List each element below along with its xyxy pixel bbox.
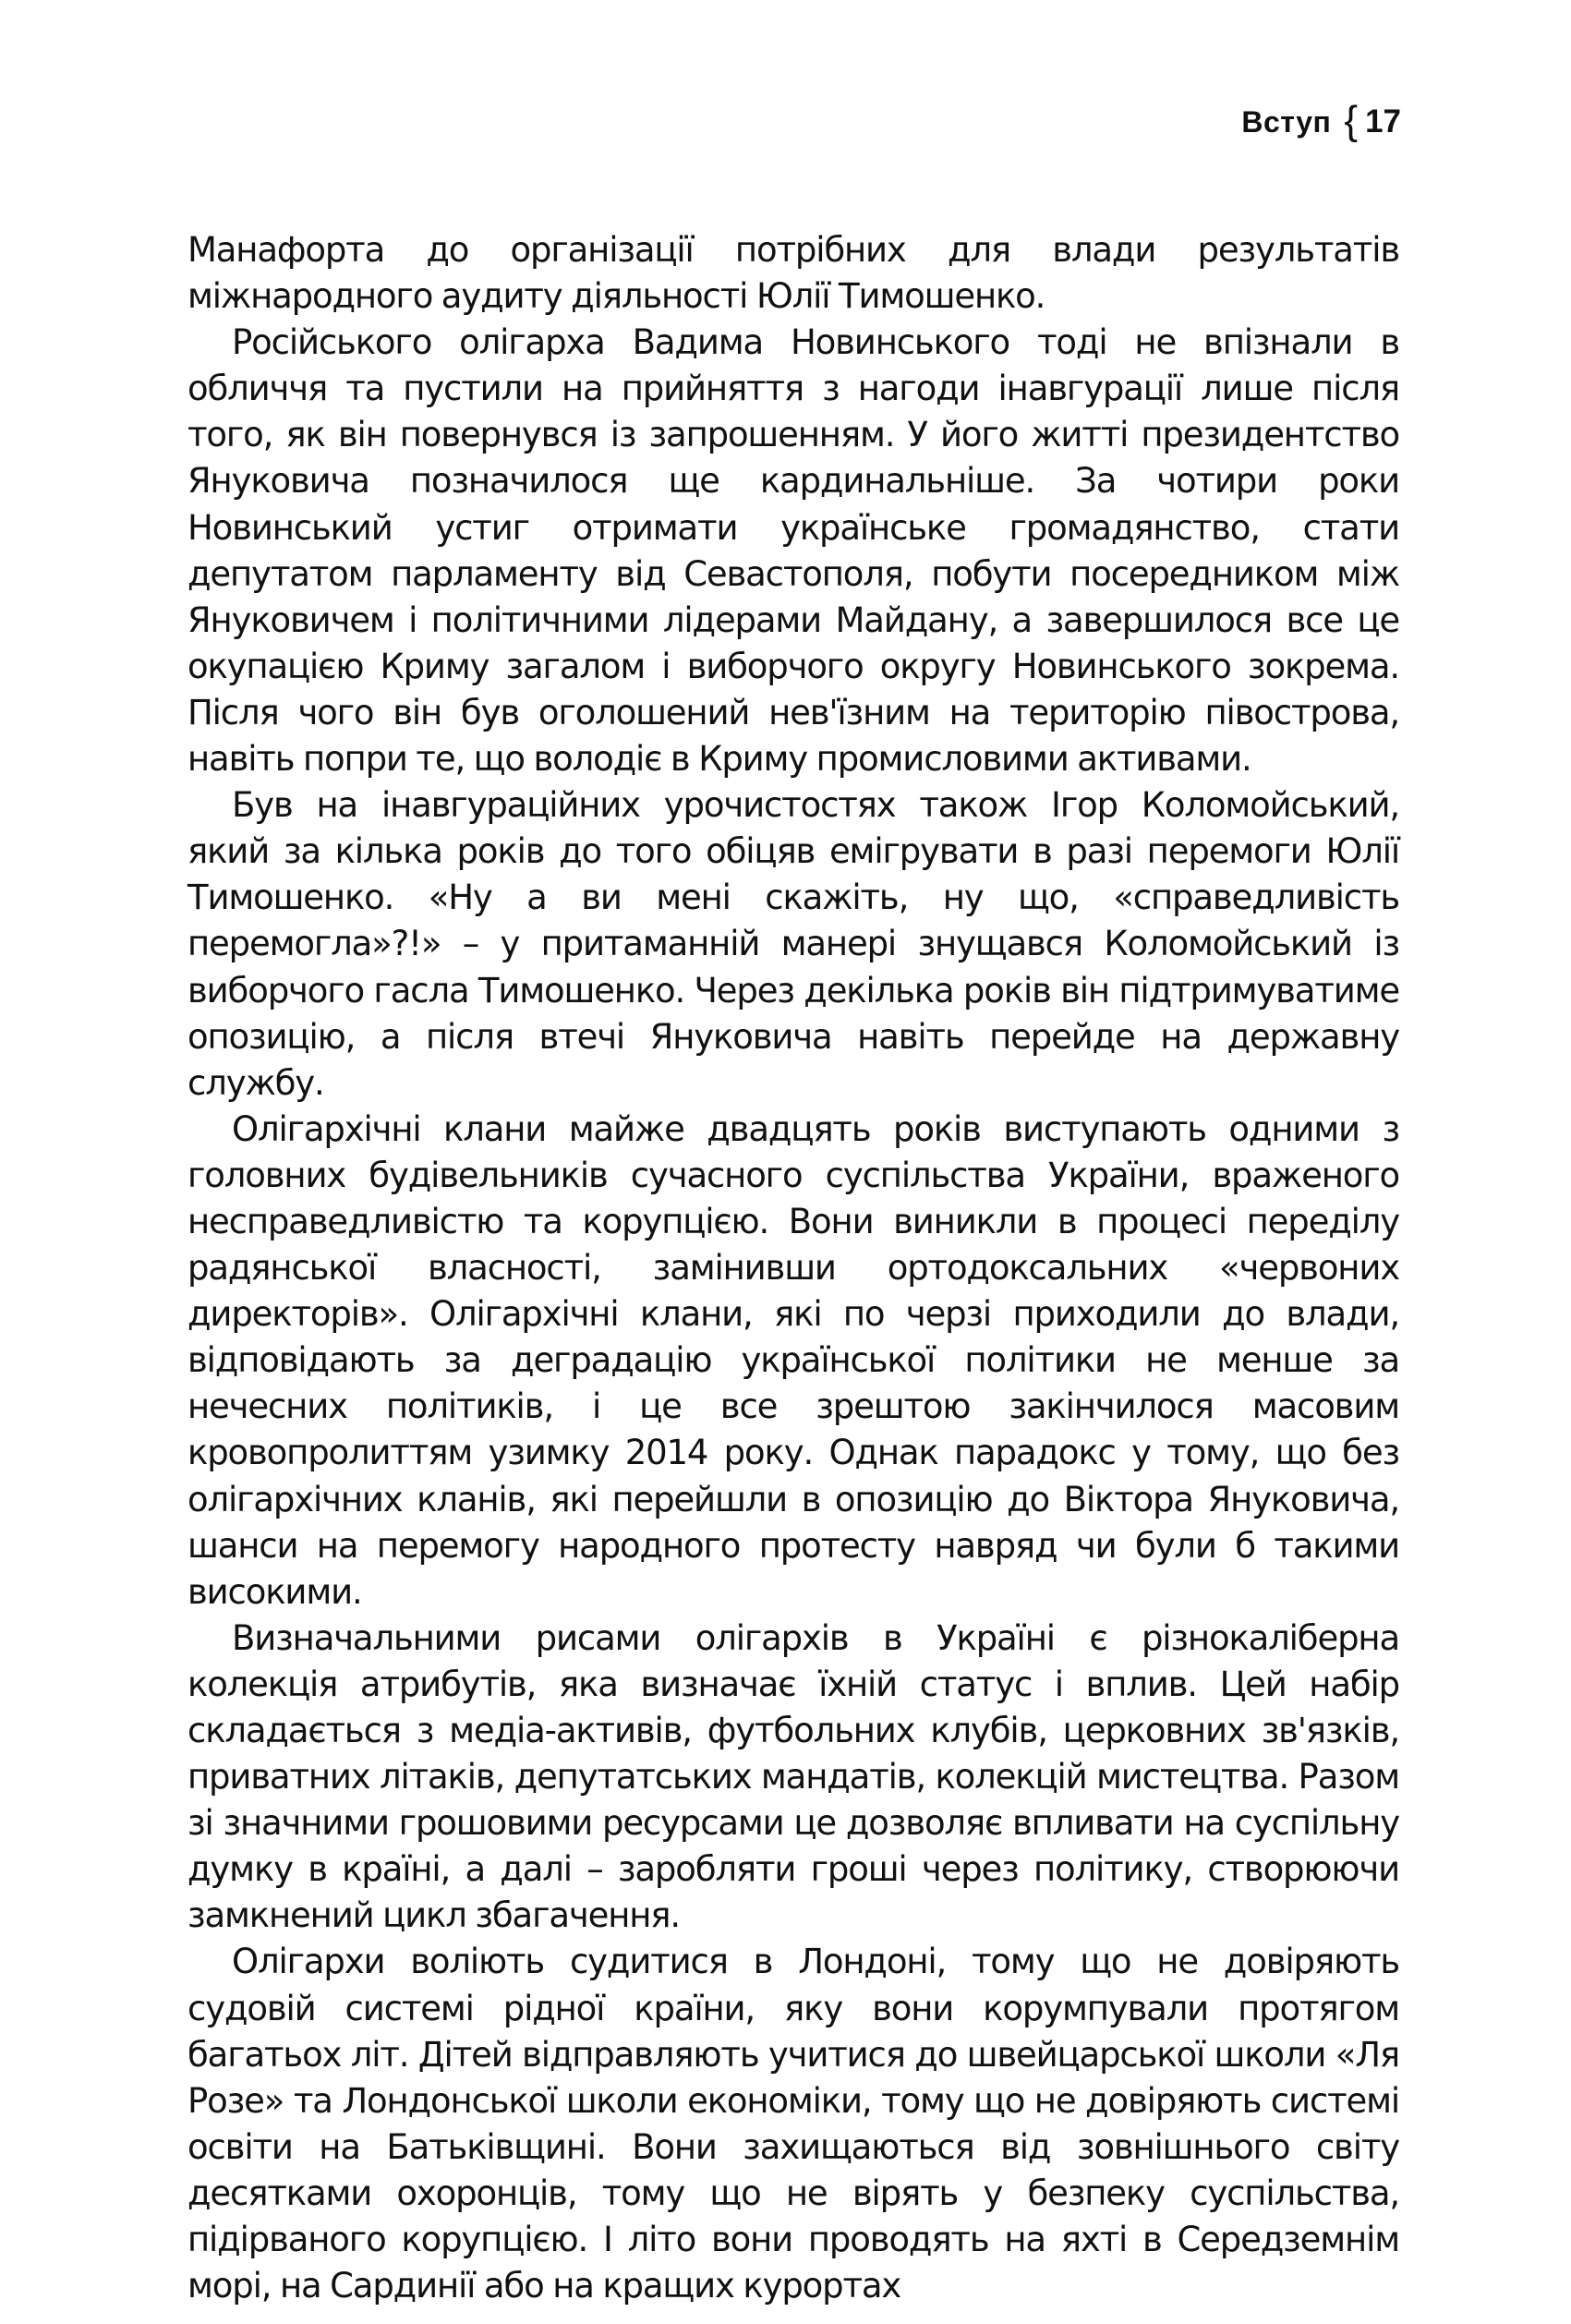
header-brace: { xyxy=(1344,98,1359,143)
paragraph-oligarch-attributes: Визначальними рисами олігархів в Україні є різнокаліберна колекція атрибутів, яка визначає їхній статус і вплив. Цей набір складається з медіа-активів, футбольних клубів, церковних зв'язків, приватних літаків, депутатських мандатів, колекцій мистецтва. Разом зі значними грошовими ресурсами це дозволяє впливати на суспільну думку в країні, а далі – заробляти гроші через політику, створюючи замкнений цикл збагачення. xyxy=(187,1617,1399,1936)
paragraph-novynskyi: Російського олігарха Вадима Новинського тоді не впізнали в обличчя та пустили на прийняття з нагоди інавгурації лише після того, як він повернувся із запрошенням. У його житті президентство Януковича позначилося ще кардинальніше. За чотири роки Новинський устиг отримати українське громадянство, стати депутатом парламенту від Севастополя, побути посередником між Януковичем і політичними лідерами Майдану, а завершилося все це окупацією Криму загалом і виборчого округу Новинського зокрема. Після чого він був оголошений нев'їзним на територію півострова, навіть попри те, що володіє в Криму промисловими активами. xyxy=(187,322,1399,780)
paragraph-kolomoiskyi: Був на інавгураційних урочистостях також Ігор Коломойський, який за кілька років до того обіцяв емігрувати в разі перемоги Юлії Тимошенко. «Ну а ви мені скажіть, ну що, «справедливість перемогла»?!» – у притаманній манері знущався Коломойський із виборчого гасла Тимошенко. Через декілька років він підтримуватиме опозицію, а після втечі Януковича навіть перейде на державну службу. xyxy=(187,785,1399,1103)
running-header xyxy=(1241,96,1401,145)
section-title: Вступ xyxy=(1241,105,1332,139)
body-text xyxy=(187,227,1399,2309)
page-number: 17 xyxy=(1365,103,1401,139)
paragraph-continuation: Манафорта до організації потрібних для влади результатів міжнародного аудиту діяльності Юлії Тимошенко. xyxy=(187,230,1399,317)
paragraph-oligarchic-clans: Олігархічні клани майже двадцять років виступають одними з головних будівельників сучасного суспільства України, враженого несправедливістю та корупцією. Вони виникли в процесі переділу радянської власності, замінивши ортодоксальних «червоних директорів». Олігархічні клани, які по черзі приходили до влади, відповідають за деградацію української політики не менше за нечесних політиків, і це все зрештою закінчилося масовим кровопролиттям узимку 2014 року. Однак парадокс у тому, що без олігархічних кланів, які перейшли в опозицію до Віктора Януковича, шанси на перемогу народного протесту навряд чи були б такими високими. xyxy=(187,1108,1399,1612)
paragraph-oligarch-lifestyle: Олігархи воліють судитися в Лондоні, тому що не довіряють судовій системі рідної країни, яку вони корумпували протягом багатьох літ. Дітей відправляють учитися до швейцарської школи «Ля Розе» та Лондонської школи економіки, тому що не довіряють системі освіти на Батьківщині. Вони захищаються від зовнішнього світу десятками охоронців, тому що не вірять у безпеку суспільства, підірваного корупцією. І літо вони проводять на яхті в Середземнім морі, на Сардинії або на кращих курортах xyxy=(187,1942,1399,2306)
